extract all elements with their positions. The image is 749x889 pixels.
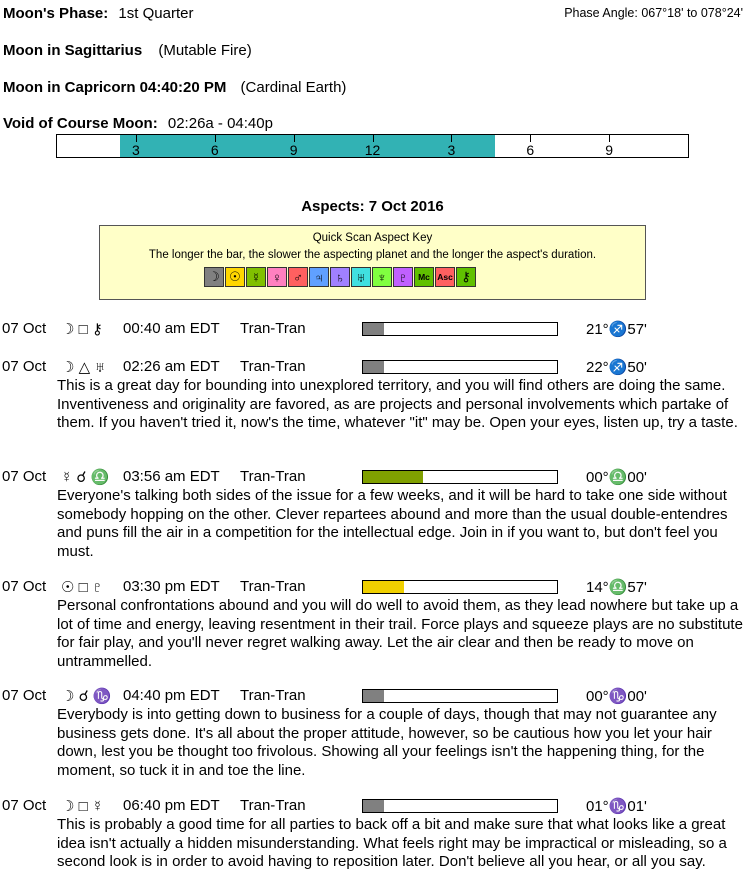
aspect-type: Tran-Tran (240, 578, 306, 595)
jupiter-icon: ♃ (309, 267, 329, 287)
aspect-glyphs: ☿ ☌ ♎ (61, 469, 110, 486)
aspect-duration-bar (362, 322, 558, 336)
aspect-duration-fill (363, 800, 384, 812)
moon-sign-row-1 (3, 42, 252, 59)
pluto-icon: ♇ (393, 267, 413, 287)
aspect-glyphs: ☽ ☌ ♑ (61, 688, 112, 705)
aspect-time: 00:40 am EDT (123, 320, 220, 337)
moon-icon: ☽ (204, 267, 224, 287)
timeline-tick (294, 135, 295, 142)
aspect-time: 03:56 am EDT (123, 468, 220, 485)
aspect-type: Tran-Tran (240, 687, 306, 704)
aspect-header-row (2, 320, 742, 340)
voc-value: 02:26a - 04:40p (167, 115, 273, 132)
aspect-entry (2, 358, 742, 433)
aspect-position: 01°♑01' (586, 798, 647, 815)
ascendant-icon: Asc (435, 267, 455, 287)
moon-sign-2-quality: (Cardinal Earth) (240, 79, 347, 96)
moon-phase-row (3, 5, 193, 22)
aspect-time: 03:30 pm EDT (123, 578, 220, 595)
void-of-course-fill (120, 135, 495, 157)
aspect-header-row (2, 578, 742, 598)
aspects-title: Aspects: 7 Oct 2016 (301, 198, 444, 215)
aspect-time: 06:40 pm EDT (123, 797, 220, 814)
mars-icon: ♂ (288, 267, 308, 287)
timeline-tick-label: 9 (289, 142, 298, 158)
aspect-glyphs: ☉ □ ♇ (61, 579, 104, 596)
timeline-tick-label: 9 (605, 142, 614, 158)
aspect-time: 04:40 pm EDT (123, 687, 220, 704)
aspect-header-row (2, 797, 742, 817)
timeline-tick-label: 6 (526, 142, 535, 158)
voc-label: Void of Course Moon: (3, 115, 158, 132)
aspect-entry (2, 687, 742, 780)
aspect-position: 00°♑00' (586, 688, 647, 705)
timeline-tick (609, 135, 610, 142)
aspect-header-row (2, 358, 742, 378)
aspect-duration-fill (363, 323, 384, 335)
aspect-description: Everyone's talking both sides of the issue for a few weeks, and it will be hard to take one side without somebody hopping on the other. Clever repartees abound and more than the usual double-entendres and puns fill the air in a competition for the intellectual edge. Join in if you want to, but don't feel you must. (57, 487, 728, 560)
aspect-header-row (2, 468, 742, 488)
moon-sign-2-label: Moon in Capricorn 04:40:20 PM (3, 79, 227, 96)
moon-phase-value: 1st Quarter (118, 5, 194, 22)
aspect-key-swatches (204, 267, 477, 287)
aspect-key-title: Quick Scan Aspect Key (312, 232, 433, 244)
aspect-duration-fill (363, 361, 384, 373)
aspect-type: Tran-Tran (240, 468, 306, 485)
aspect-position: 14°♎57' (586, 579, 647, 596)
aspect-duration-bar (362, 470, 558, 484)
aspect-time: 02:26 am EDT (123, 358, 220, 375)
sun-icon: ☉ (225, 267, 245, 287)
aspect-duration-bar (362, 580, 558, 594)
aspect-duration-bar (362, 689, 558, 703)
aspect-duration-bar (362, 799, 558, 813)
aspect-entry (2, 468, 742, 561)
aspect-date: 07 Oct (2, 578, 47, 595)
saturn-icon: ♄ (330, 267, 350, 287)
venus-icon: ♀ (267, 267, 287, 287)
void-of-course-row (3, 115, 273, 132)
phase-angle: Phase Angle: 067°18' to 078°24' (564, 6, 743, 20)
aspect-date: 07 Oct (2, 320, 47, 337)
aspect-header-row (2, 687, 742, 707)
timeline-tick-label: 3 (131, 142, 140, 158)
aspect-entry (2, 320, 742, 340)
aspect-date: 07 Oct (2, 468, 47, 485)
timeline-tick (215, 135, 216, 142)
aspect-key-box (99, 225, 646, 300)
aspect-type: Tran-Tran (240, 320, 306, 337)
aspect-type: Tran-Tran (240, 797, 306, 814)
mercury-icon: ☿ (246, 267, 266, 287)
aspect-glyphs: ☽ △ ♅ (61, 359, 106, 376)
aspect-description: Personal confrontations abound and you will do well to avoid them, as they lead nowhere but take up a lot of time and energy, leaving resentment in their trail. Force plays and squeeze plays are no substitute for fair play, and you'll never regret walking away. Let the air clear and then be ready to move on untrammelled. (57, 597, 743, 670)
aspect-entry (2, 797, 742, 872)
aspect-date: 07 Oct (2, 687, 47, 704)
aspect-duration-fill (363, 471, 423, 483)
aspect-duration-fill (363, 690, 384, 702)
timeline-tick (530, 135, 531, 142)
timeline-tick-label: 6 (210, 142, 219, 158)
moon-sign-1-quality: (Mutable Fire) (158, 42, 252, 59)
timeline-tick-label: 12 (364, 142, 381, 158)
timeline-tick (373, 135, 374, 142)
aspect-date: 07 Oct (2, 797, 47, 814)
aspect-entry (2, 578, 742, 671)
aspect-duration-bar (362, 360, 558, 374)
timeline-tick (136, 135, 137, 142)
neptune-icon: ♆ (372, 267, 392, 287)
aspect-description: Everybody is into getting down to business for a couple of days, though that may not guarantee any business gets done. It's all about the proper attitude, however, so be cautious how you let your hair down, lest you be thought too frivolous. Showing all your feelings isn't the happening thing, for the moment, so tuck it in and toe the line. (57, 706, 717, 779)
uranus-icon: ♅ (351, 267, 371, 287)
moon-sign-row-2 (3, 79, 346, 96)
aspect-glyphs: ☽ □ ⚷ (61, 321, 103, 338)
aspect-key-subtitle: The longer the bar, the slower the aspecting planet and the longer the aspect's duration. (148, 249, 597, 261)
aspect-date: 07 Oct (2, 358, 47, 375)
aspect-duration-fill (363, 581, 404, 593)
moon-phase-label: Moon's Phase: (3, 5, 109, 22)
timeline-tick-label: 3 (447, 142, 456, 158)
aspect-glyphs: ☽ □ ☿ (61, 798, 104, 815)
chiron-icon: ⚷ (456, 267, 476, 287)
aspect-position: 22°♐50' (586, 359, 647, 376)
moon-sign-1-label: Moon in Sagittarius (3, 42, 143, 59)
aspect-position: 00°♎00' (586, 469, 647, 486)
aspect-description: This is probably a good time for all parties to back off a bit and make sure that what looks like a great idea isn't actually a hidden misunderstanding. What feels right may be impractical or misleading, so a second look is in order to avoid having to reposition later. Don't believe all you hear, or all you say. (57, 816, 727, 870)
aspect-type: Tran-Tran (240, 358, 306, 375)
timeline-tick (451, 135, 452, 142)
aspect-position: 21°♐57' (586, 321, 647, 338)
void-of-course-timeline (56, 134, 689, 158)
midheaven-icon: Mc (414, 267, 434, 287)
aspect-description: This is a great day for bounding into unexplored territory, and you will find others are doing the same. Inventiveness and originality are favored, as are projects and personal involvements which partake of them. If you haven't tried it, now's the time, whatever "it" may be. Open your eyes, listen up, try a taste. (57, 377, 738, 431)
